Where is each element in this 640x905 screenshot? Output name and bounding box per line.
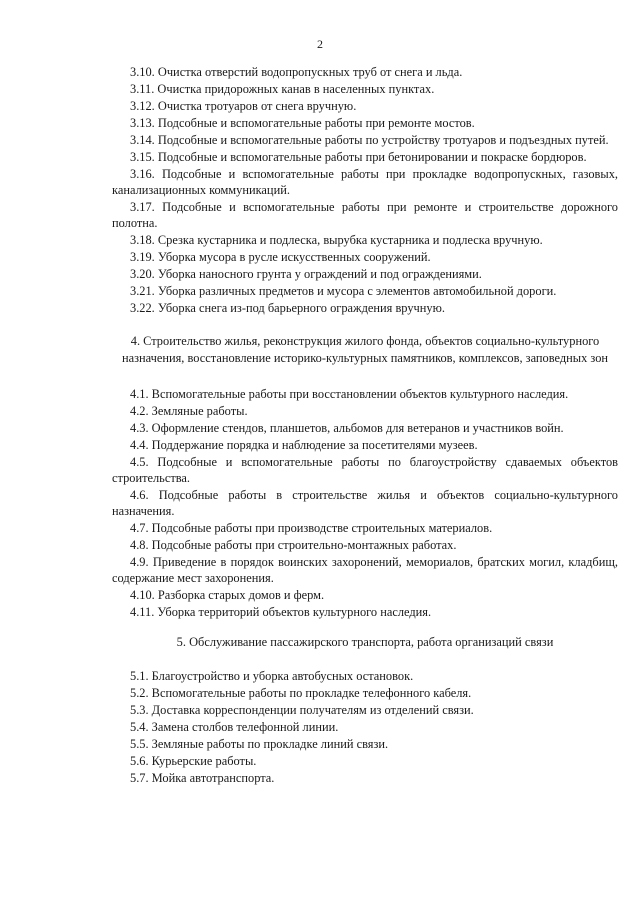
list-item: 5.5. Земляные работы по прокладке линий связи. — [130, 736, 389, 751]
section-4-list — [112, 386, 618, 620]
list-item: 3.16. Подсобные и вспомогательные работы при прокладке водопропускных, газовых, канализационных коммуникаций. — [112, 167, 618, 197]
list-item: 4.6. Подсобные работы в строительстве жилья и объектов социально-культурного назначения. — [112, 488, 618, 518]
list-item: 4.5. Подсобные и вспомогательные работы по благоустройству сдаваемых объектов строительства. — [112, 455, 618, 485]
list-item: 3.13. Подсобные и вспомогательные работы при ремонте мостов. — [130, 116, 475, 130]
list-item: 4.11. Уборка территорий объектов культурного наследия. — [130, 605, 432, 619]
list-item: 3.14. Подсобные и вспомогательные работы по устройству тротуаров и подъездных путей. — [130, 133, 609, 147]
list-item: 4.2. Земляные работы. — [130, 404, 248, 418]
section-3-list — [112, 64, 618, 316]
list-item: 3.20. Уборка наносного грунта у ограждений и под ограждениями. — [130, 267, 482, 281]
section-5-heading: 5. Обслуживание пассажирского транспорта, работа организаций связи — [176, 635, 554, 649]
list-item: 3.10. Очистка отверстий водопропускных труб от снега и льда. — [130, 65, 463, 79]
list-item: 4.3. Оформление стендов, планшетов, альбомов для ветеранов и участников войн. — [130, 421, 564, 435]
list-item: 4.10. Разборка старых домов и ферм. — [130, 588, 325, 602]
list-item: 5.1. Благоустройство и уборка автобусных остановок. — [130, 668, 414, 683]
page-number: 2 — [317, 37, 323, 51]
list-item: 4.1. Вспомогательные работы при восстановлении объектов культурного наследия. — [130, 387, 569, 401]
list-item: 3.22. Уборка снега из-под барьерного ограждения вручную. — [130, 301, 445, 315]
list-item: 4.4. Поддержание порядка и наблюдение за посетителями музеев. — [130, 438, 478, 452]
list-item: 5.3. Доставка корреспонденции получателям из отделений связи. — [130, 702, 474, 717]
list-item: 3.18. Срезка кустарника и подлеска, вырубка кустарника и подлеска вручную. — [130, 233, 543, 247]
section-5-list — [112, 668, 618, 786]
list-item: 5.4. Замена столбов телефонной линии. — [130, 719, 339, 734]
list-item: 3.11. Очистка придорожных канав в населенных пунктах. — [130, 82, 435, 96]
list-item: 4.7. Подсобные работы при производстве строительных материалов. — [130, 521, 493, 535]
list-item: 3.21. Уборка различных предметов и мусора с элементов автомобильной дороги. — [130, 284, 557, 298]
list-item: 3.19. Уборка мусора в русле искусственных сооружений. — [130, 250, 431, 264]
list-item: 5.6. Курьерские работы. — [130, 753, 257, 768]
list-item: 5.7. Мойка автотранспорта. — [130, 770, 275, 785]
list-item: 3.12. Очистка тротуаров от снега вручную. — [130, 99, 357, 113]
list-item: 3.17. Подсобные и вспомогательные работы при ремонте и строительстве дорожного полотна. — [112, 200, 618, 230]
list-item: 5.2. Вспомогательные работы по прокладке телефонного кабеля. — [130, 685, 472, 700]
section-4-heading: 4. Строительство жилья, реконструкция жилого фонда, объектов социально-культурного назначения, восстановление историко-культурных памятников, комплексов, заповедных зон — [121, 334, 609, 365]
list-item: 4.9. Приведение в порядок воинских захоронений, мемориалов, братских могил, кладбищ, содержание мест захоронения. — [112, 555, 618, 585]
list-item: 3.15. Подсобные и вспомогательные работы при бетонировании и покраске бордюров. — [130, 150, 587, 164]
document-body — [112, 64, 618, 786]
list-item: 4.8. Подсобные работы при строительно-монтажных работах. — [130, 538, 457, 552]
